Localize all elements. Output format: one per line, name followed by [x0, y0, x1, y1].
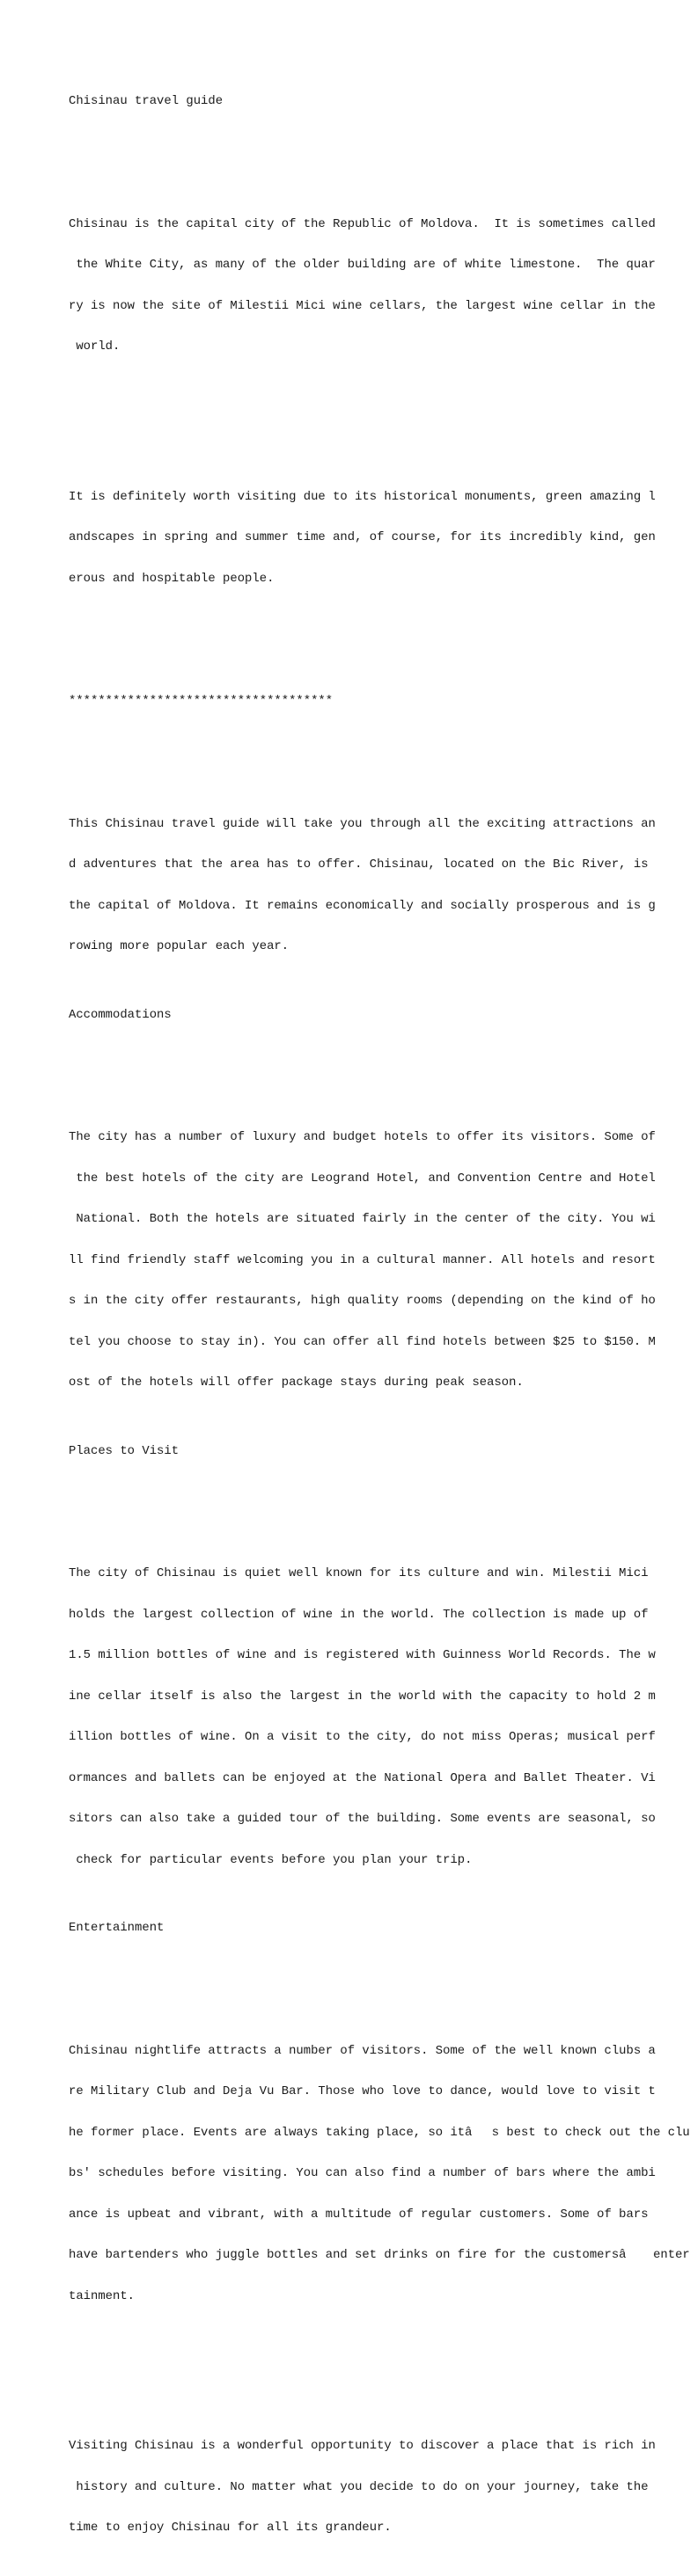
text-line: It is definitely worth visiting due to its historical monuments, green amazing l — [69, 489, 656, 504]
text-line: rowing more popular each year. — [69, 939, 290, 953]
heading-entertainment: Entertainment — [69, 1921, 165, 1935]
blank-line — [69, 1485, 667, 1500]
text-line: d adventures that the area has to offer. Chisinau, located on the Bic River, is — [69, 857, 649, 872]
text-line: National. Both the hotels are situated fairly in the center of the city. You wi — [69, 1212, 656, 1226]
heading-places-to-visit: Places to Visit — [69, 1443, 180, 1458]
text-line: The city has a number of luxury and budget hotels to offer its visitors. Some of — [69, 1130, 656, 1144]
text-line: ine cellar itself is also the largest in the world with the capacity to hold 2 m — [69, 1689, 656, 1704]
text-line: the White City, as many of the older building are of white limestone. The quar — [69, 258, 656, 272]
text-line: s in the city offer restaurants, high quality rooms (depending on the kind of ho — [69, 1294, 656, 1308]
text-line: time to enjoy Chisinau for all its grandeur. — [69, 2521, 392, 2535]
blank-line — [69, 136, 667, 150]
text-line: andscapes in spring and summer time and, of course, for its incredibly kind, gen — [69, 530, 656, 544]
text-line: tainment. — [69, 2288, 136, 2303]
text-line: have bartenders who juggle bottles and set drinks on fire for the customersâ enter — [69, 2248, 690, 2262]
intro-paragraph-2 — [69, 463, 667, 614]
text-line: erous and hospitable people. — [69, 571, 275, 586]
text-line: ance is upbeat and vibrant, with a multitude of regular customers. Some of bars — [69, 2207, 649, 2222]
closing-paragraph — [69, 2412, 667, 2563]
text-line: ormances and ballets can be enjoyed at the National Opera and Ballet Theater. Vi — [69, 1770, 656, 1785]
blank-line — [69, 736, 667, 750]
document-title: Chisinau travel guide — [69, 94, 224, 108]
text-line: ry is now the site of Milestii Mici wine cellars, the largest wine cellar in the — [69, 298, 656, 313]
places-paragraph — [69, 1540, 667, 1894]
text-line: history and culture. No matter what you decide to do on your journey, take the — [69, 2479, 649, 2494]
text-line: sitors can also take a guided tour of the building. Some events are seasonal, so — [69, 1812, 656, 1826]
text-line: re Military Club and Deja Vu Bar. Those who love to dance, would love to visit t — [69, 2084, 656, 2098]
text-line: the capital of Moldova. It remains economically and socially prosperous and is g — [69, 898, 656, 913]
text-line: the best hotels of the city are Leogrand Hotel, and Convention Centre and Hotel — [69, 1171, 656, 1186]
document-page — [69, 68, 690, 2576]
heading-accommodations: Accommodations — [69, 1007, 172, 1022]
text-line: Chisinau nightlife attracts a number of visitors. Some of the well known clubs a — [69, 2043, 656, 2058]
entertainment-paragraph — [69, 2018, 690, 2332]
text-line: he former place. Events are always taking place, so itâs best to check out the clu — [69, 2125, 690, 2140]
separator-line: ************************************ — [69, 694, 334, 708]
blank-line — [69, 1049, 667, 1063]
text-line: ll find friendly staff welcoming you in a cultural manner. All hotels and resort — [69, 1252, 656, 1267]
blank-line — [69, 640, 667, 654]
text-line: illion bottles of wine. On a visit to the city, do not miss Operas; musical perf — [69, 1730, 656, 1744]
text-line: The city of Chisinau is quiet well known for its culture and win. Milestii Mici — [69, 1566, 649, 1580]
blank-line — [69, 409, 667, 423]
blank-line — [69, 2358, 667, 2372]
text-line: Visiting Chisinau is a wonderful opportunity to discover a place that is rich in — [69, 2439, 656, 2453]
text-line: This Chisinau travel guide will take you through all the exciting attractions an — [69, 816, 656, 831]
overview-paragraph — [69, 791, 667, 982]
text-line: holds the largest collection of wine in the world. The collection is made up of — [69, 1607, 649, 1622]
text-line: Chisinau is the capital city of the Republic of Moldova. It is sometimes called — [69, 216, 656, 231]
accommodations-paragraph — [69, 1104, 667, 1418]
blank-line — [69, 1963, 667, 1977]
text-line: check for particular events before you plan your trip. — [69, 1852, 473, 1867]
text-line: ost of the hotels will offer package stays during peak season. — [69, 1376, 524, 1390]
text-line: tel you choose to stay in). You can offer all find hotels between $25 to $150. M — [69, 1334, 656, 1349]
text-line: bs' schedules before visiting. You can also find a number of bars where the ambi — [69, 2166, 656, 2180]
text-line: 1.5 million bottles of wine and is registered with Guinness World Records. The w — [69, 1648, 656, 1662]
text-line: world. — [69, 339, 121, 354]
intro-paragraph-1 — [69, 191, 667, 382]
